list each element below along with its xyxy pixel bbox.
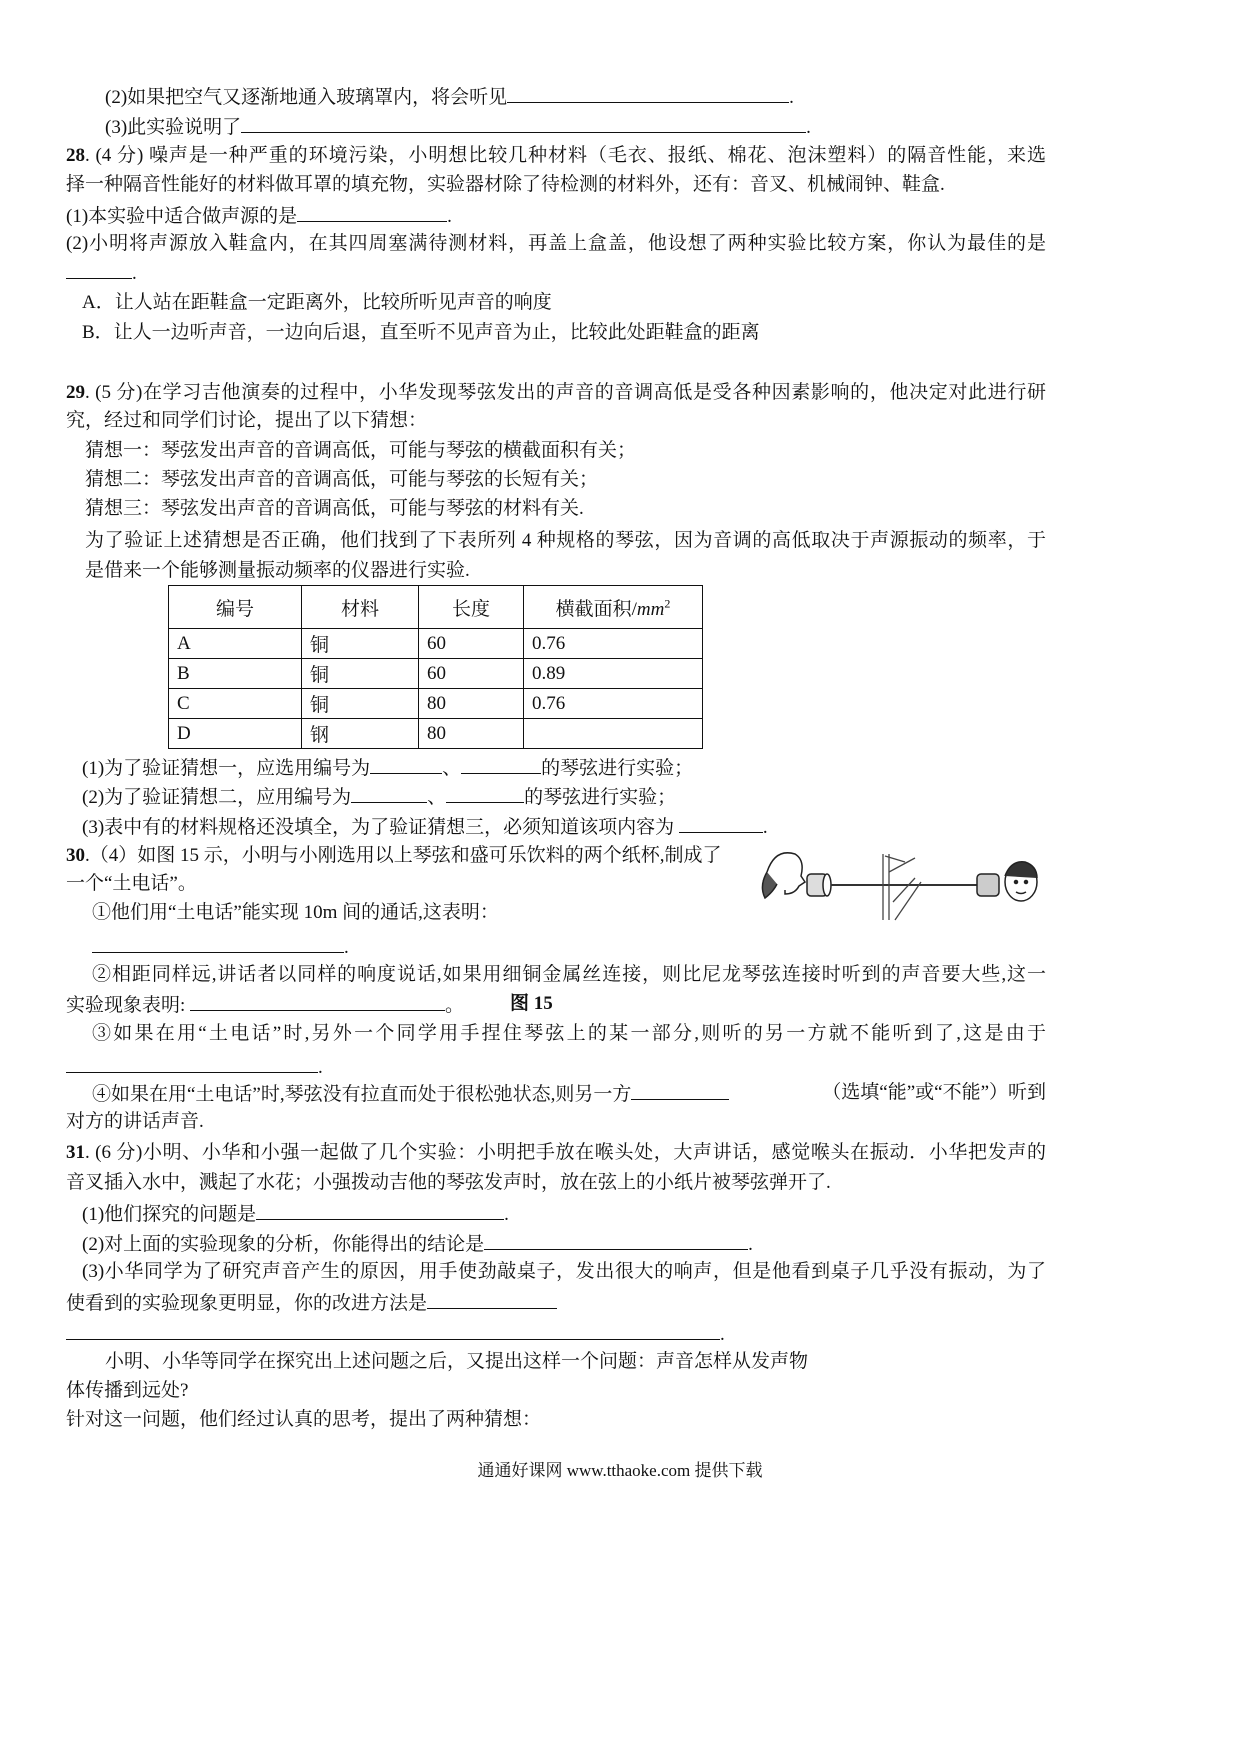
cup-left-icon [807,874,831,896]
guess-3: 猜想三：琴弦发出声音的音调高低，可能与琴弦的材料有关. [85,498,584,519]
q28-line2: 择一种隔音性能好的材料做耳罩的填充物，实验器材除了待检测的材料外，还有：音叉、机械闹钟、鞋盒. [66,174,945,195]
answer-blank[interactable] [351,784,427,803]
text: 使看到的实验现象更明显，你的改进方法是 [66,1293,428,1314]
text: 、 [427,787,447,808]
q28-option-b: B．让人一边听声音，一边向后退，直至听不见声音为止，比较此处距鞋盒的距离 [82,322,760,343]
boy-head-icon [1005,862,1037,901]
text: . [806,117,811,138]
text: . (5 分)在学习吉他演奏的过程中，小华发现琴弦发出的声音的音调高低是受各种因素影响的，他决定对此进行研 [85,382,1046,403]
text: 横截面积/ [555,598,637,620]
q30-sub1: ①他们用“土电话”能实现 10m 间的通话,这表明： [92,902,499,923]
question-number: 31 [66,1142,85,1163]
text: 的琴弦进行实验； [524,787,677,808]
text: (2)对上面的实验现象的分析，你能得出的结论是 [82,1234,485,1255]
answer-blank[interactable] [66,1054,318,1073]
tin-can-phone-figure [755,842,1045,924]
q31-part1 [82,1201,509,1227]
cell: 80 [419,719,524,749]
q31-line1 [66,1141,1046,1165]
text: （选填“能”或“不能”）听到 [822,1082,1046,1103]
text: (2)如果把空气又逐渐地通入玻璃罩内，将会听见 [105,87,508,108]
question-number: 28 [66,145,85,166]
unit: mm [636,598,665,620]
cell: 铜 [302,689,419,719]
text: ④如果在用“土电话”时,琴弦没有拉直而处于很松弛状态,则另一方 [92,1084,632,1105]
q30-line1 [66,844,722,868]
q30-sub4-line2: 对方的讲话声音. [66,1111,204,1132]
text: 的琴弦进行实验； [541,758,694,779]
cell: 0.89 [524,659,703,689]
text: . [344,937,349,958]
text: (1)本实验中适合做声源的是 [66,206,298,227]
answer-blank[interactable] [631,1081,729,1100]
q30-sub2-line2 [66,992,464,1018]
q28-line1 [66,144,1046,168]
cell: 0.76 [524,629,703,659]
text: . [762,817,768,838]
text: . [748,1234,753,1255]
text: . [318,1057,323,1078]
question-number: 29 [66,382,85,403]
q30-sub3: ③如果在用“土电话”时,另外一个同学用手捏住琴弦上的某一部分,则听的另一方就不能听到了,这是由于 [92,1023,1046,1044]
cell[interactable] [524,719,703,749]
q30-sub1-answer [92,934,349,960]
answer-blank[interactable] [92,934,344,953]
text: (2)为了验证猜想二，应用编号为 [82,787,352,808]
cell: A [169,629,302,659]
text: . (4 分) 噪声是一种严重的环境污染，小明想比较几种材料（毛衣、报纸、棉花、泡沫塑料）的隔音性能，来选 [85,145,1046,166]
text: 实验现象表明: [66,995,186,1016]
guess-1: 猜想一：琴弦发出声音的音调高低，可能与琴弦的横截面积有关； [85,440,637,461]
q27-part2 [105,84,794,110]
q29-part1 [82,755,693,781]
answer-blank[interactable] [446,784,524,803]
answer-blank[interactable] [66,260,132,279]
cell: D [169,719,302,749]
answer-blank[interactable] [241,114,806,133]
string-spec-table [168,585,703,749]
text: 。 [445,995,465,1016]
text: (1)他们探究的问题是 [82,1204,257,1225]
cell: C [169,689,302,719]
header-cell: 编号 [169,586,302,629]
cell: 铜 [302,629,419,659]
table-row [169,689,703,719]
text: 、 [442,758,462,779]
guess-2: 猜想二：琴弦发出声音的音调高低，可能与琴弦的长短有关； [85,469,599,490]
text: .（4）如图 15 示，小明与小刚选用以上琴弦和盛可乐饮料的两个纸杯,制成了 [85,845,722,866]
text: . [447,206,452,227]
cell: 钢 [302,719,419,749]
q29-part3 [82,814,768,840]
text: . (6 分)小明、小华和小强一起做了几个实验：小明把手放在喉头处，大声讲话，感觉喉头在振动．小华把发声的 [85,1142,1046,1163]
q29-part2 [82,784,676,810]
answer-blank[interactable] [679,814,763,833]
q30-sub3-answer [66,1054,323,1080]
cup-right-icon [977,874,999,896]
table-row [169,629,703,659]
exponent: 2 [664,596,671,611]
q27-part3 [105,114,811,140]
extra-line1: 小明、小华等同学在探究出上述问题之后，又提出这样一个问题：声音怎样从发声物 [105,1351,809,1372]
answer-blank[interactable] [190,992,445,1011]
q28-part2: (2)小明将声源放入鞋盒内，在其四周塞满待测材料，再盖上盒盖，他设想了两种实验比较方案，你认为最佳的是 [66,233,1046,254]
text: (1)为了验证猜想一，应选用编号为 [82,758,371,779]
cell: 铜 [302,659,419,689]
cell: 60 [419,629,524,659]
answer-blank[interactable] [507,84,789,103]
q31-part3-answer [66,1321,725,1347]
text: (3)此实验说明了 [105,117,242,138]
text: . [789,87,794,108]
q30-sub2: ②相距同样远,讲话者以同样的响度说话,如果用细铜金属丝连接，则比尼龙琴弦连接时听到的声音要大些,这一 [92,964,1046,985]
answer-blank[interactable] [484,1231,748,1250]
door-frame-icon [883,854,921,920]
table-row [169,719,703,749]
answer-blank[interactable] [297,203,447,222]
cell: 0.76 [524,689,703,719]
text: (3)表中有的材料规格还没填全，为了验证猜想三，必须知道该项内容为 [82,817,675,838]
q30-sub4 [92,1081,1046,1107]
cell: B [169,659,302,689]
girl-head-icon [762,853,805,898]
q29-line4: 是借来一个能够测量振动频率的仪器进行实验. [85,560,470,581]
answer-blank[interactable] [256,1201,504,1220]
q31-part3: (3)小华同学为了研究声音产生的原因，用手使劲敲桌子，发出很大的响声，但是他看到桌子几乎没有振动，为了 [82,1261,1046,1282]
page-footer: 通通好课网 www.tthaoke.com 提供下载 [477,1461,763,1480]
answer-blank[interactable] [370,755,442,774]
header-cell: 长度 [419,586,524,629]
extra-line2: 体传播到远处? [66,1380,189,1401]
q28-part1 [66,203,452,229]
figure-caption: 图 15 [510,993,553,1014]
header-cell [524,586,703,629]
q28-part2-answer [66,260,137,286]
answer-blank[interactable] [461,755,541,774]
header-cell: 材料 [302,586,419,629]
text: . [504,1204,509,1225]
q29-line3: 为了验证上述猜想是否正确，他们找到了下表所列 4 种规格的琴弦，因为音调的高低取决于声源振动的频率，于 [85,530,1046,551]
table-row [169,659,703,689]
q29-line1 [66,381,1046,405]
q30-line2: 一个“土电话”。 [66,873,197,894]
answer-blank[interactable] [66,1321,720,1340]
cell: 80 [419,689,524,719]
q31-part3-line2 [66,1290,557,1316]
question-number: 30 [66,845,85,866]
cell: 60 [419,659,524,689]
answer-blank[interactable] [427,1290,557,1309]
q31-part2 [82,1231,753,1257]
text: . [132,263,137,284]
extra-line3: 针对这一问题，他们经过认真的思考，提出了两种猜想： [66,1409,542,1430]
q29-line2: 究，经过和同学们讨论，提出了以下猜想： [66,410,428,431]
text: . [720,1324,725,1345]
q28-option-a: A．让人站在距鞋盒一定距离外，比较所听见声音的响度 [82,292,552,313]
table-header-row [169,586,703,629]
q31-line2: 音叉插入水中，溅起了水花；小强拨动吉他的琴弦发声时，放在弦上的小纸片被琴弦弹开了. [66,1172,831,1193]
